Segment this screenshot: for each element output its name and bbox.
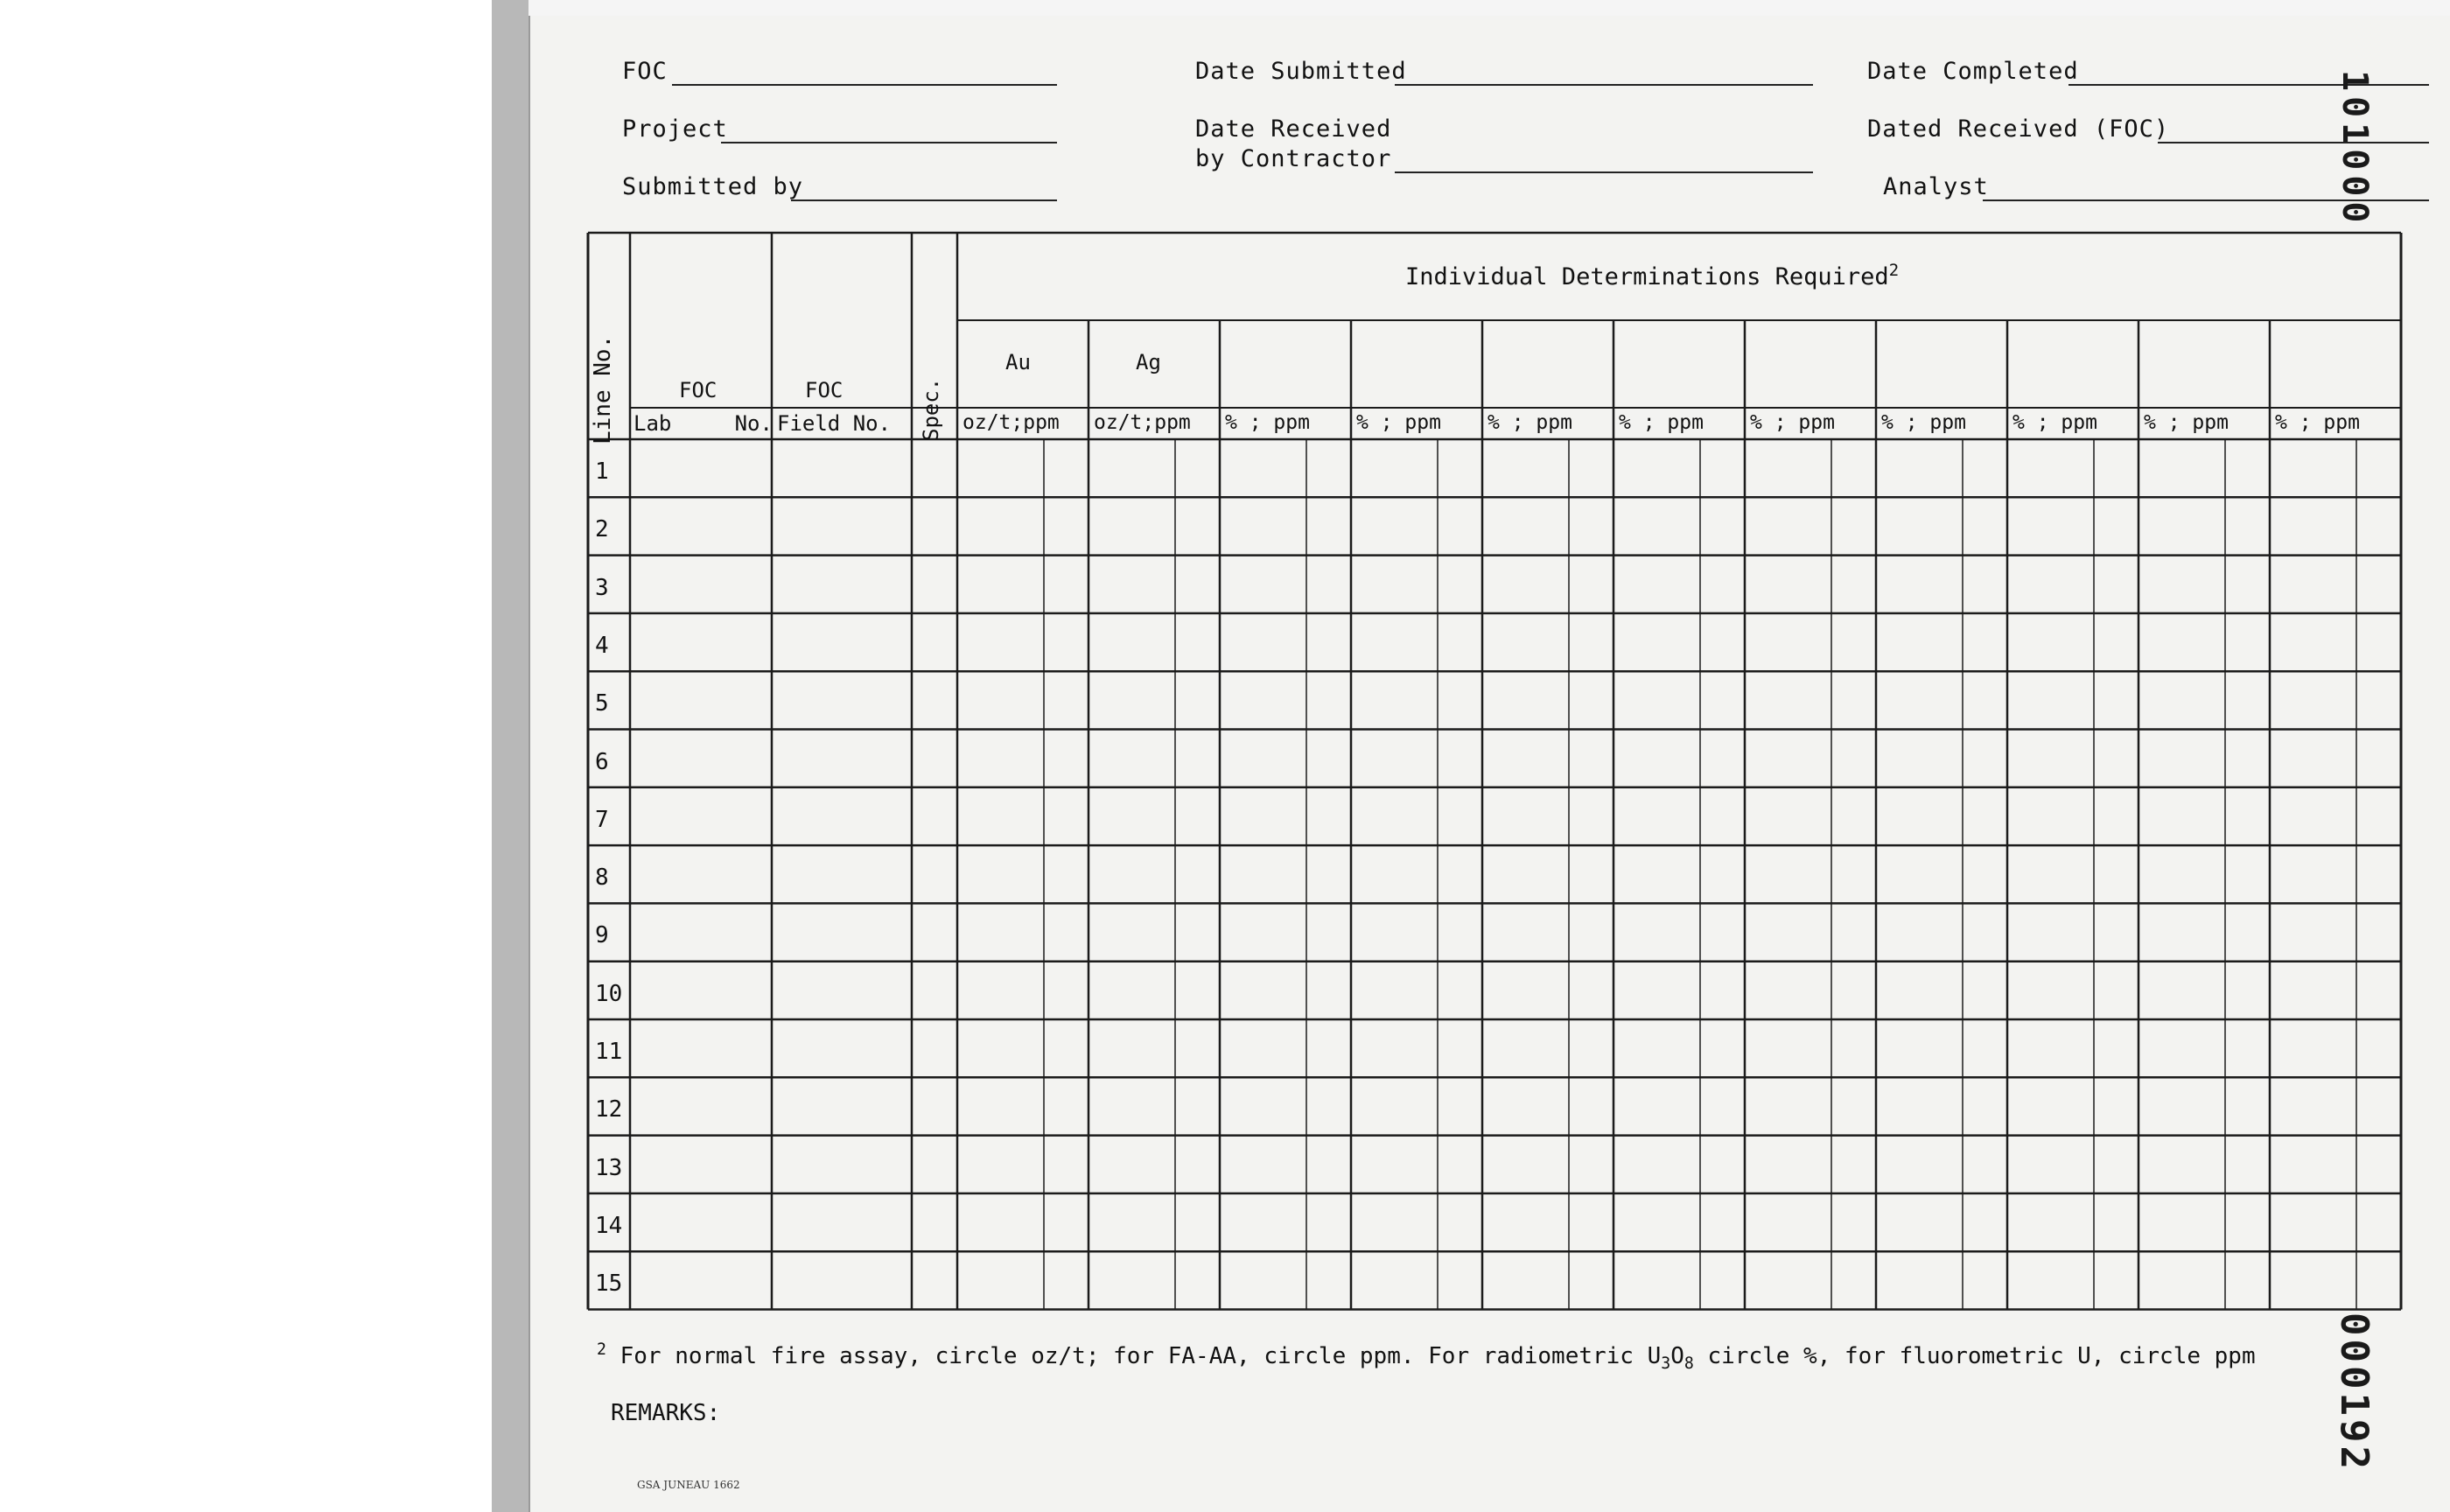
line-no-header: Line No. <box>590 334 616 444</box>
line-number: 6 <box>595 748 609 775</box>
unit-header: % ; ppm <box>1356 411 1441 434</box>
analyst-label: Analyst <box>1883 173 1989 200</box>
line-number: 4 <box>595 632 609 659</box>
line-number: 7 <box>595 806 609 833</box>
line-number: 12 <box>595 1096 623 1124</box>
unit-header: oz/t;ppm <box>962 411 1060 434</box>
unit-header: % ; ppm <box>2275 411 2360 434</box>
footnote <box>597 1340 2256 1373</box>
stamp-bottom-right: 000192 <box>2332 1312 2376 1473</box>
line-number: 1 <box>595 458 609 485</box>
date-completed-label: Date Completed <box>1867 58 2079 85</box>
footnote-text: For normal fire assay, circle oz/t; for FA-AA, circle ppm. For radiometric $U_3O_8$ circle %, for fluorometric U, circle ppm <box>620 1342 2256 1373</box>
dated-received-foc-label: Dated Received (FOC) <box>1867 116 2170 143</box>
project-label: Project <box>622 116 728 143</box>
unit-header: % ; ppm <box>2012 411 2097 434</box>
form-code: GSA JUNEAU 1662 <box>637 1479 740 1491</box>
line-number: 9 <box>595 922 609 949</box>
scanner-gutter <box>492 0 528 1512</box>
line-number: 3 <box>595 574 609 601</box>
foc-label: FOC <box>622 58 668 85</box>
foc-field-header-top: FOC <box>805 378 844 402</box>
determinations-table-grid <box>530 16 2450 1512</box>
unit-header: % ; ppm <box>1881 411 1966 434</box>
line-number: 13 <box>595 1154 623 1181</box>
line-number: 11 <box>595 1039 623 1065</box>
foc-lab-header: Lab No. <box>634 411 773 436</box>
foc-lab-header-top: FOC <box>679 378 718 402</box>
assay-request-form <box>528 16 2450 1512</box>
line-number: 5 <box>595 690 609 718</box>
stamp-top-right: 101000 <box>2334 70 2375 228</box>
spec-header: Spec. <box>919 377 943 441</box>
line-number: 15 <box>595 1270 623 1298</box>
unit-header: % ; ppm <box>1619 411 1704 434</box>
ag-header: Ag <box>1136 350 1161 374</box>
unit-header: % ; ppm <box>2144 411 2229 434</box>
remarks-label: REMARKS: <box>611 1400 721 1426</box>
unit-header: % ; ppm <box>1225 411 1310 434</box>
line-number: 10 <box>595 980 623 1007</box>
group-title: Individual Determinations Required$^2$ <box>1405 261 1900 290</box>
submitted-by-label: Submitted by <box>622 173 804 200</box>
date-submitted-label: Date Submitted <box>1195 58 1407 85</box>
date-received-label: Date Received <box>1195 116 1392 143</box>
unit-header: % ; ppm <box>1750 411 1835 434</box>
unit-header: % ; ppm <box>1488 411 1572 434</box>
by-contractor-label: by Contractor <box>1195 145 1392 172</box>
line-number: 8 <box>595 864 609 892</box>
unit-header: oz/t;ppm <box>1094 411 1191 434</box>
footnote-marker: 2 <box>597 1340 606 1359</box>
line-number: 14 <box>595 1212 623 1239</box>
au-header: Au <box>1005 350 1031 374</box>
foc-field-no-header: Field No. <box>777 411 892 436</box>
page-margin <box>0 0 492 1512</box>
line-number: 2 <box>595 516 609 543</box>
